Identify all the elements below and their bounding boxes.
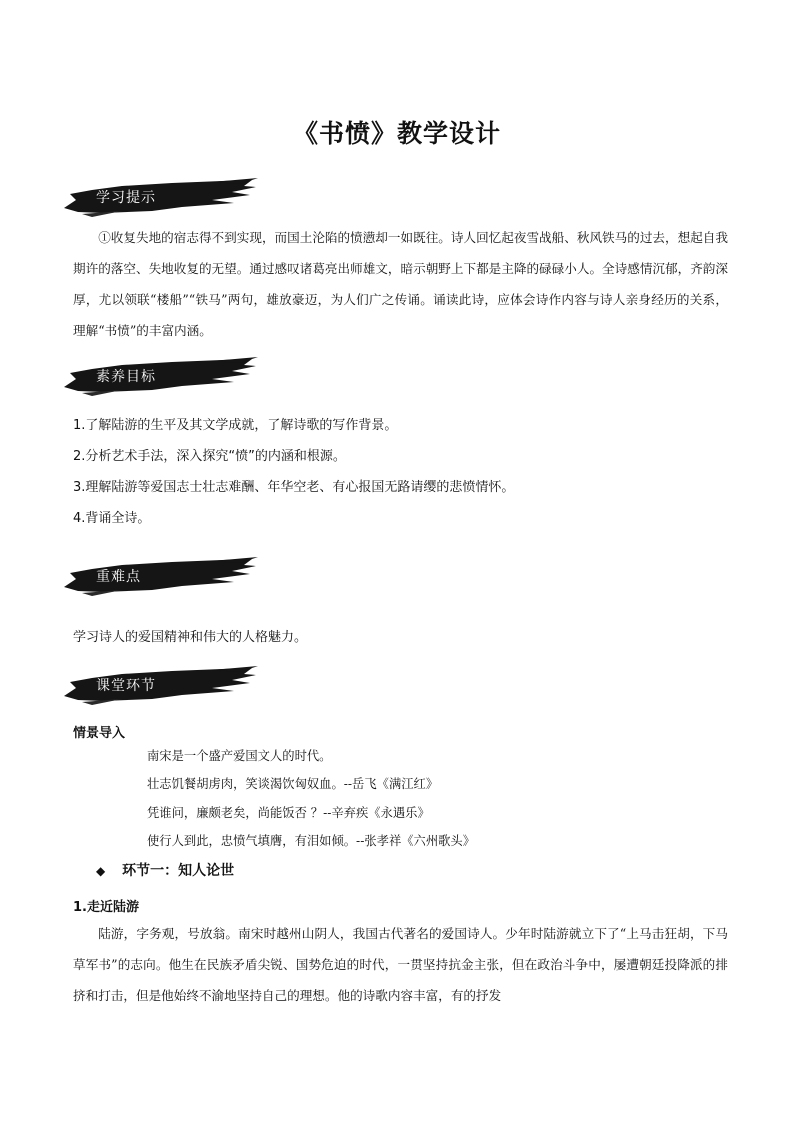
document-title: 《书愤》教学设计 <box>292 119 501 148</box>
section-title-tips: 学习提示 <box>96 190 156 206</box>
section-banner-tips <box>62 178 258 218</box>
brush-stroke-graphic <box>62 357 258 397</box>
diamond-bullet-icon: ◆ <box>96 864 106 878</box>
step1-heading-row <box>96 860 234 880</box>
goal-item: 4.背诵全诗。 <box>73 511 151 526</box>
intro-line: 使行人到此，忠愤气填膺，有泪如倾。--张孝祥《六州歌头》 <box>147 833 476 848</box>
intro-heading: 情景导入 <box>73 726 126 741</box>
section-banner-goals <box>62 357 258 397</box>
goals-list <box>73 410 514 534</box>
intro-lines <box>147 742 475 855</box>
key-points-text: 学习诗人的爱国精神和伟大的人格魅力。 <box>73 630 308 645</box>
section-title-key-points: 重难点 <box>96 569 141 585</box>
brush-stroke-graphic <box>62 666 258 706</box>
intro-line: 壮志饥餐胡虏肉，笑谈渴饮匈奴血。--岳飞《满江红》 <box>147 777 439 792</box>
step1-heading: 环节一：知人论世 <box>122 863 235 879</box>
section-title-class: 课堂环节 <box>96 678 156 694</box>
section-banner-key-points <box>62 557 258 597</box>
brush-stroke-graphic <box>62 557 258 597</box>
intro-line: 南宋是一个盛产爱国文人的时代。 <box>147 749 332 763</box>
intro-line: 凭谁问，廉颇老矣，尚能饭否 ？--辛弃疾《永遇乐》 <box>147 805 430 820</box>
step1-subheading: 1.走近陆游 <box>73 900 139 915</box>
goal-item: 1.了解陆游的生平及其文学成就，了解诗歌的写作背景。 <box>73 418 398 433</box>
goal-item: 2.分析艺术手法，深入探究“愤”的内涵和根源。 <box>73 449 346 464</box>
section-banner-class <box>62 666 258 706</box>
tips-paragraph: ①收复失地的宿志得不到实现，而国土沦陷的愤懑却一如既往。诗人回忆起夜雪战船、秋风铁马的过去，想起自我期许的落空、失地收复的无望。通过感叹诸葛亮出师雄文，暗示朝野上下都是主降的碌碌小人。全诗感情沉郁，齐韵深厚，尤以领联“楼船”“铁马”两句，雄放豪迈，为人们广之传诵。诵读此诗，应体会诗作内容与诗人亲身经历的关系，理解“书愤”的丰富内涵。 <box>73 230 728 338</box>
section-title-goals: 素养目标 <box>96 369 156 385</box>
step1-paragraph: 陆游，字务观，号放翁。南宋时越州山阴人，我国古代著名的爱国诗人。少年时陆游就立下了“上马击狂胡，下马草军书”的志向。他生在民族矛盾尖锐、国势危迫的时代，一贯坚持抗金主张，但在政治斗争中，屡遭朝廷投降派的排挤和打击，但是他始终不渝地坚持自己的理想。他的诗歌内容丰富，有的抒发 <box>73 926 728 1003</box>
brush-stroke-graphic <box>62 178 258 218</box>
goal-item: 3.理解陆游等爱国志士壮志难酬、年华空老、有心报国无路请缨的悲愤情怀。 <box>73 480 515 495</box>
